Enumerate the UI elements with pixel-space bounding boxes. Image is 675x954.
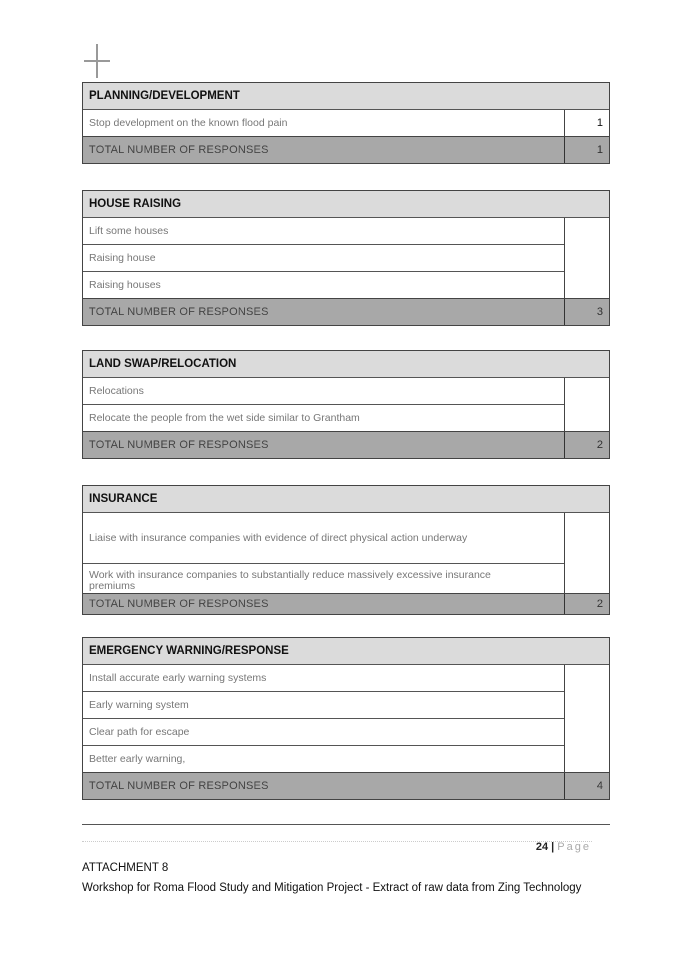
- table-emergency-warning-response: [82, 637, 610, 800]
- list-item: Raising houses: [83, 271, 564, 298]
- list-item: Liaise with insurance companies with evidence of direct physical action underway: [89, 532, 468, 544]
- list-item: Clear path for escape: [83, 718, 564, 745]
- section-title: INSURANCE: [83, 486, 609, 512]
- list-item: Install accurate early warning systems: [89, 672, 267, 684]
- total-label: TOTAL NUMBER OF RESPONSES: [89, 306, 269, 318]
- table-land-swap-relocation: [82, 350, 610, 459]
- page-number: 24 | Page: [535, 841, 591, 853]
- attachment-label: ATTACHMENT 8: [82, 862, 169, 874]
- footer-dotted-line: [82, 841, 592, 842]
- total-label: TOTAL NUMBER OF RESPONSES: [89, 598, 269, 610]
- list-item: Better early warning,: [83, 745, 564, 772]
- total-label: TOTAL NUMBER OF RESPONSES: [89, 144, 269, 156]
- item-count: 1: [564, 110, 609, 136]
- page-label: Page: [557, 841, 591, 853]
- total-value: 1: [564, 137, 609, 163]
- section-title: LAND SWAP/RELOCATION: [83, 351, 609, 377]
- total-label: TOTAL NUMBER OF RESPONSES: [89, 439, 269, 451]
- footer-divider: [82, 824, 610, 825]
- total-value: 3: [564, 299, 609, 325]
- workshop-caption: Workshop for Roma Flood Study and Mitigation Project - Extract of raw data from Zing Technology: [82, 882, 582, 894]
- table-planning-development: [82, 82, 610, 164]
- table-insurance: [82, 485, 610, 615]
- crop-mark-icon: [84, 44, 110, 78]
- list-item: Stop development on the known flood pain: [89, 117, 288, 129]
- table-house-raising: [82, 190, 610, 326]
- list-item: Relocate the people from the wet side similar to Grantham: [83, 404, 564, 431]
- total-value: 2: [564, 594, 609, 614]
- list-item: Raising house: [83, 244, 564, 271]
- section-title: HOUSE RAISING: [83, 191, 609, 217]
- page-number-value: 24: [535, 841, 549, 853]
- section-title: PLANNING/DEVELOPMENT: [83, 83, 609, 109]
- total-value: 4: [564, 773, 609, 799]
- list-item: Work with insurance companies to substantially reduce massively excessive insurance premiums: [83, 563, 564, 593]
- total-label: TOTAL NUMBER OF RESPONSES: [89, 780, 269, 792]
- list-item: Early warning system: [83, 691, 564, 718]
- total-value: 2: [564, 432, 609, 458]
- list-item: Lift some houses: [89, 225, 169, 237]
- list-item: Relocations: [89, 385, 144, 397]
- section-title: EMERGENCY WARNING/RESPONSE: [83, 638, 609, 664]
